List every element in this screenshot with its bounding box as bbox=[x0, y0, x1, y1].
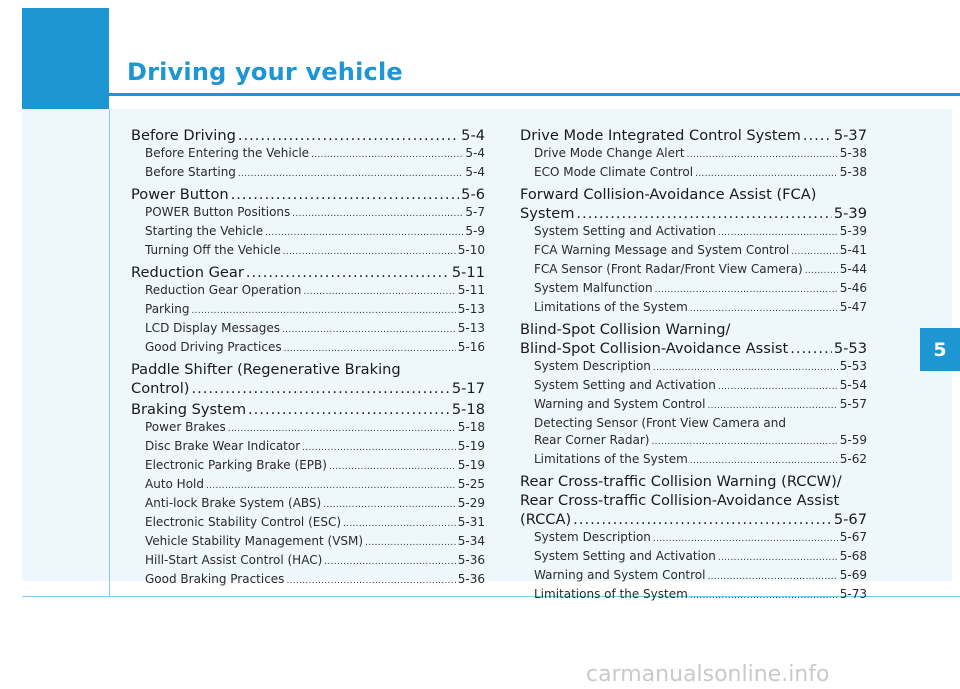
toc-entry-before-entering[interactable]: Before Entering the Vehicle ..... 5-4 bbox=[131, 145, 485, 164]
toc-entry-bca-sensor-cont[interactable]: Rear Corner Radar) ..... 5-59 bbox=[520, 432, 867, 451]
toc-entry-fca-setting[interactable]: System Setting and Activation ..... 5-39 bbox=[520, 223, 867, 242]
chapter-color-block bbox=[22, 8, 109, 109]
chapter-title: Driving your vehicle bbox=[127, 58, 403, 86]
toc-entry-rcca-limitations[interactable]: Limitations of the System ..... 5-73 bbox=[520, 586, 867, 605]
toc-entry-bca[interactable]: Blind-Spot Collision Warning/ bbox=[520, 321, 731, 338]
toc-entry-bca-sensor[interactable]: Detecting Sensor (Front View Camera and bbox=[534, 416, 786, 430]
toc-entry-good-driving[interactable]: Good Driving Practices ..... 5-16 bbox=[131, 339, 485, 358]
toc-right-column bbox=[520, 124, 867, 605]
toc-entry-hac[interactable]: Hill-Start Assist Control (HAC) ..... 5-36 bbox=[131, 552, 485, 571]
toc-entry-auto-hold[interactable]: Auto Hold ..... 5-25 bbox=[131, 476, 485, 495]
toc-entry-fca-sensor[interactable]: FCA Sensor (Front Radar/Front View Camera) ..... 5-44 bbox=[520, 261, 867, 280]
toc-entry-fca-limitations[interactable]: Limitations of the System ..... 5-47 bbox=[520, 299, 867, 318]
toc-entry-bca-description[interactable]: System Description ..... 5-53 bbox=[520, 358, 867, 377]
toc-entry-disc-brake[interactable]: Disc Brake Wear Indicator ..... 5-19 bbox=[131, 438, 485, 457]
toc-entry-rcca[interactable]: Rear Cross-traffic Collision Warning (RCCW)/ bbox=[520, 473, 842, 490]
toc-entry-power-positions[interactable]: POWER Button Positions ..... 5-7 bbox=[131, 204, 485, 223]
toc-entry-bca-warning[interactable]: Warning and System Control ..... 5-57 bbox=[520, 396, 867, 415]
toc-entry-drive-mode-alert[interactable]: Drive Mode Change Alert ..... 5-38 bbox=[520, 145, 867, 164]
toc-entry-rcca-line2[interactable]: Rear Cross-traffic Collision-Avoidance Assist bbox=[520, 492, 840, 509]
toc-entry-turning-off[interactable]: Turning Off the Vehicle ..... 5-10 bbox=[131, 242, 485, 261]
toc-entry-rcca-warning[interactable]: Warning and System Control ..... 5-69 bbox=[520, 567, 867, 586]
toc-entry-bca-limitations[interactable]: Limitations of the System ..... 5-62 bbox=[520, 451, 867, 470]
toc-entry-epb[interactable]: Electronic Parking Brake (EPB) ..... 5-19 bbox=[131, 457, 485, 476]
toc-entry-good-braking[interactable]: Good Braking Practices ..... 5-36 bbox=[131, 571, 485, 590]
toc-entry-bca-setting[interactable]: System Setting and Activation ..... 5-54 bbox=[520, 377, 867, 396]
toc-entry-fca-cont[interactable]: System ..... 5-39 bbox=[520, 204, 867, 223]
margin-line bbox=[109, 109, 110, 597]
toc-entry-before-driving[interactable]: Before Driving ..... 5-4 bbox=[131, 126, 485, 145]
toc-entry-esc[interactable]: Electronic Stability Control (ESC) ..... 5-31 bbox=[131, 514, 485, 533]
title-rule bbox=[109, 93, 960, 96]
toc-entry-rcca-cont[interactable]: (RCCA) ..... 5-67 bbox=[520, 510, 867, 529]
toc-entry-fca-warning[interactable]: FCA Warning Message and System Control ..... 5-41 bbox=[520, 242, 867, 261]
toc-entry-reduction-gear[interactable]: Reduction Gear ..... 5-11 bbox=[131, 263, 485, 282]
toc-entry-power-button[interactable]: Power Button ..... 5-6 bbox=[131, 185, 485, 204]
toc-entry-parking[interactable]: Parking ..... 5-13 bbox=[131, 301, 485, 320]
toc-entry-vsm[interactable]: Vehicle Stability Management (VSM) ..... 5-34 bbox=[131, 533, 485, 552]
toc-entry-paddle-shifter-cont[interactable]: Control) ..... 5-17 bbox=[131, 379, 485, 398]
toc-entry-fca[interactable]: Forward Collision-Avoidance Assist (FCA) bbox=[520, 186, 817, 203]
toc-left-column bbox=[131, 124, 485, 590]
toc-entry-rcca-description[interactable]: System Description ..... 5-67 bbox=[520, 529, 867, 548]
toc-entry-reduction-operation[interactable]: Reduction Gear Operation ..... 5-11 bbox=[131, 282, 485, 301]
toc-entry-starting-vehicle[interactable]: Starting the Vehicle ..... 5-9 bbox=[131, 223, 485, 242]
toc-entry-drive-mode[interactable]: Drive Mode Integrated Control System ..... 5-37 bbox=[520, 126, 867, 145]
chapter-tab[interactable]: 5 bbox=[920, 328, 960, 371]
toc-entry-before-starting[interactable]: Before Starting ..... 5-4 bbox=[131, 164, 485, 183]
toc-entry-fca-malfunction[interactable]: System Malfunction ..... 5-46 bbox=[520, 280, 867, 299]
toc-entry-rcca-setting[interactable]: System Setting and Activation ..... 5-68 bbox=[520, 548, 867, 567]
toc-entry-paddle-shifter[interactable]: Paddle Shifter (Regenerative Braking bbox=[131, 361, 401, 378]
toc-entry-power-brakes[interactable]: Power Brakes ..... 5-18 bbox=[131, 419, 485, 438]
toc-entry-braking-system[interactable]: Braking System ..... 5-18 bbox=[131, 400, 485, 419]
toc-entry-bca-cont[interactable]: Blind-Spot Collision-Avoidance Assist ..... 5-53 bbox=[520, 339, 867, 358]
toc-entry-abs[interactable]: Anti-lock Brake System (ABS) ..... 5-29 bbox=[131, 495, 485, 514]
toc-entry-eco-climate[interactable]: ECO Mode Climate Control ..... 5-38 bbox=[520, 164, 867, 183]
toc-entry-lcd-messages[interactable]: LCD Display Messages ..... 5-13 bbox=[131, 320, 485, 339]
watermark: carmanualsonline.info bbox=[586, 662, 830, 687]
